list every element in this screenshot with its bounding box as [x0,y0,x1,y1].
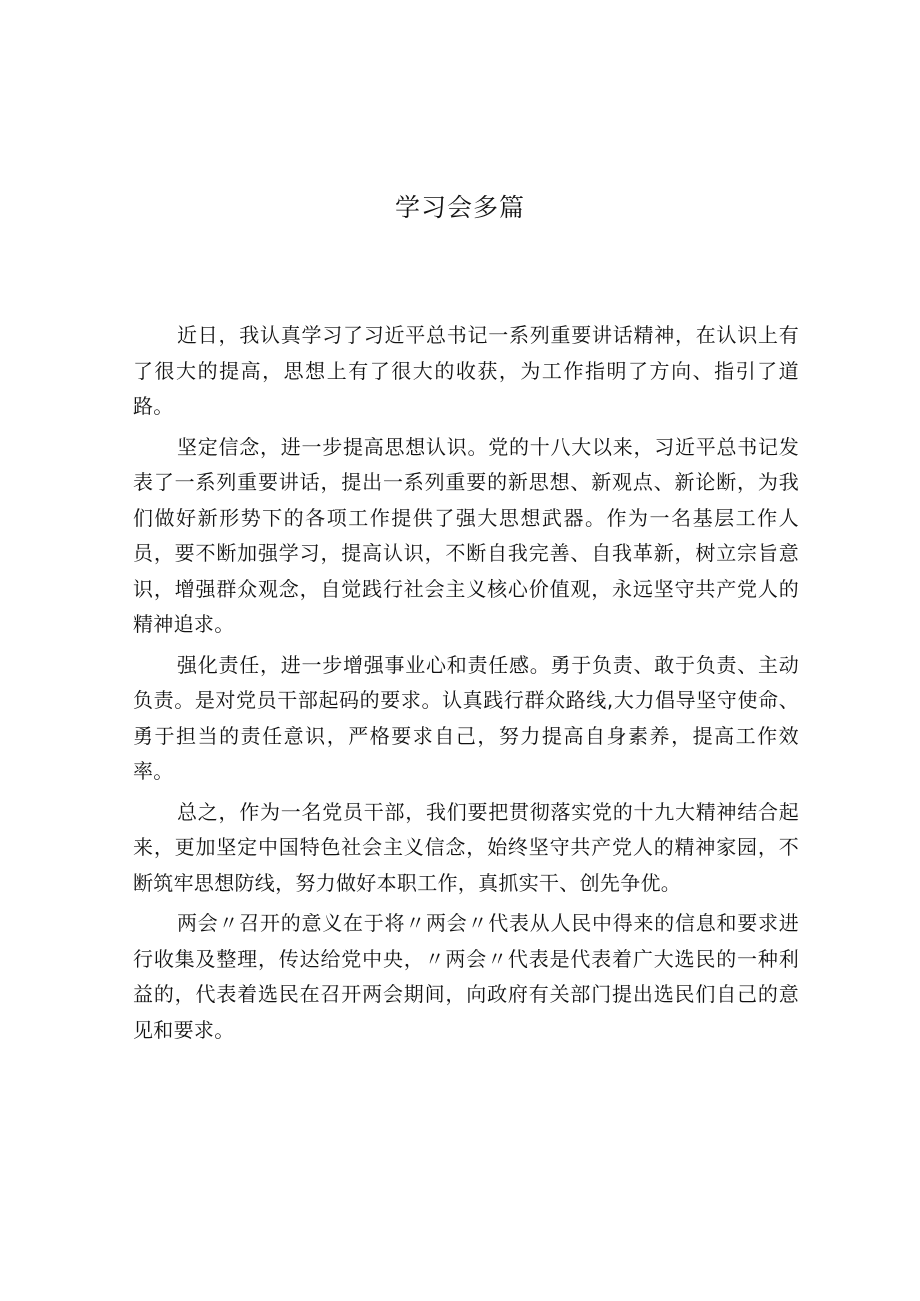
paragraph: 总之，作为一名党员干部，我们要把贯彻落实党的十九大精神结合起来，更加坚定中国特色社会主义信念，始终坚守共产党人的精神家园，不断筑牢思想防线，努力做好本职工作，真抓实干、创先争优。 [133,799,799,895]
paragraph: 坚定信念，进一步提高思想认识。党的十八大以来，习近平总书记发表了一系列重要讲话，提出一系列重要的新思想、新观点、新论断，为我们做好新形势下的各项工作提供了强大思想武器。作为一名基层工作人员，要不断加强学习，提高认识，不断自我完善、自我革新，树立宗旨意识，增强群众观念，自觉践行社会主义核心价值观，永远坚守共产党人的精神追求。 [133,434,799,636]
paragraph: 近日，我认真学习了习近平总书记一系列重要讲话精神，在认识上有了很大的提高，思想上有了很大的收获，为工作指明了方向、指引了道路。 [133,323,799,418]
document-body [133,318,799,1053]
paragraph: 强化责任，进一步增强事业心和责任感。勇于负责、敢于负责、主动负责。是对党员干部起码的要求。认真践行群众路线,大力倡导坚守使命、勇于担当的责任意识，严格要求自己，努力提高自身素养，提高工作效率。 [133,652,799,783]
document-title: 学习会多篇 [394,193,525,222]
paragraph: 两会〃召开的意义在于将〃两会〃代表从人民中得来的信息和要求进行收集及整理，传达给党中央，〃两会〃代表是代表着广大选民的一种利益的，代表着选民在召开两会期间，向政府有关部门提出选民们自己的意见和要求。 [133,911,799,1042]
